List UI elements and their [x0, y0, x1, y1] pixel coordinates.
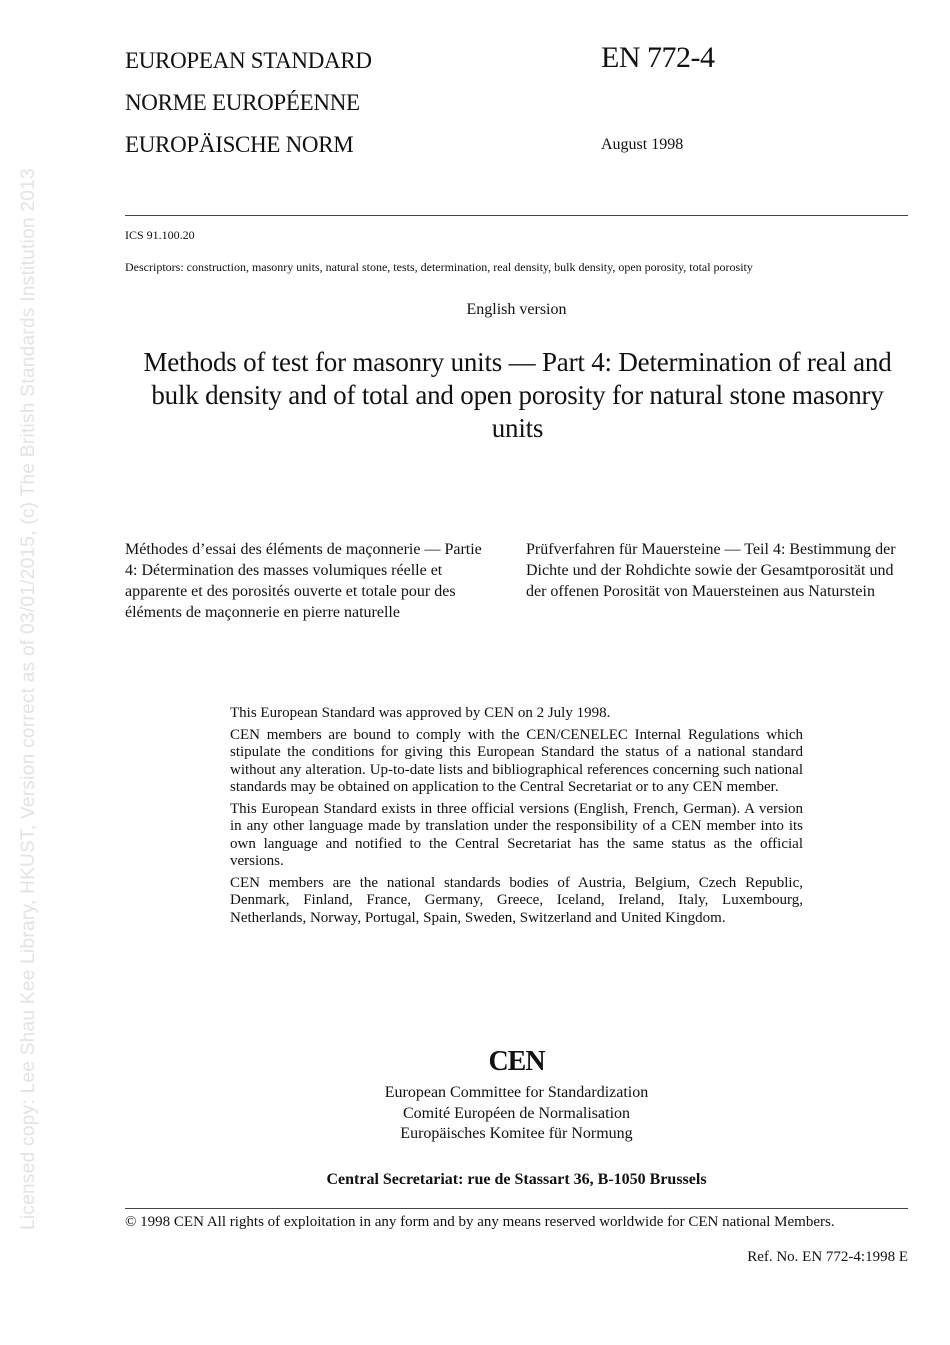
license-watermark: Licensed copy: Lee Shau Kee Library, HKUST, Version correct as of 03/01/2015, (c) The British Standards Institution 2013: [18, 168, 39, 1230]
language-version: English version: [466, 301, 567, 318]
document-title: Methods of test for masonry units — Part 4: Determination of real and bulk density and of total and open porosity for natural stone masonry units: [143, 347, 892, 443]
header-line-french: NORME EUROPÉENNE: [125, 90, 360, 115]
ics-code: ICS 91.100.20: [125, 228, 195, 242]
german-title: Prüfverfahren für Mauersteine — Teil 4: Bestimmung der Dichte und der Rohdichte sowie der Gesamtporosität und der offenen Porosität von Mauersteinen aus Naturstein: [526, 541, 896, 600]
central-secretariat: Central Secretariat: rue de Stassart 36, B-1050 Brussels: [326, 1171, 707, 1188]
compliance-paragraph: CEN members are bound to comply with the CEN/CENELEC Internal Regulations which stipulate the conditions for giving this European Standard the status of a national standard without any alteration. Up-to-date lists and bibliographical references concerning such national standards may be obtained on application to the Central Secretariat or to any CEN member.: [230, 726, 803, 795]
cen-name-german: Europäisches Komitee für Normung: [400, 1125, 633, 1142]
descriptors: Descriptors: construction, masonry units, natural stone, tests, determination, real density, bulk density, open porosity, total porosity: [125, 260, 753, 274]
cen-name-french: Comité Européen de Normalisation: [402, 1104, 631, 1122]
standard-number: EN 772-4: [601, 41, 715, 74]
cen-names: [125, 1083, 908, 1145]
reference-number: Ref. No. EN 772-4:1998 E: [747, 1249, 908, 1265]
header-line-english: EUROPEAN STANDARD: [125, 48, 372, 73]
members-paragraph: CEN members are the national standards bodies of Austria, Belgium, Czech Republic, Denmark, Finland, France, Germany, Greece, Iceland, Ireland, Italy, Luxembourg, Netherlands, Norway, Portugal, Spain, Sweden, Switzerland and United Kingdom.: [230, 874, 803, 926]
copyright-notice: © 1998 CEN All rights of exploitation in any form and by any means reserved worldwide for CEN national Members.: [125, 1214, 835, 1230]
approval-paragraph: This European Standard was approved by CEN on 2 July 1998.: [230, 705, 611, 721]
versions-paragraph: This European Standard exists in three official versions (English, French, German). A version in any other language made by translation under the responsibility of a CEN member into its own language and notified to the Central Secretariat has the same status as the official versions.: [230, 800, 803, 869]
header-rule: [125, 215, 908, 216]
publication-date: August 1998: [601, 136, 684, 153]
approval-notice: [230, 705, 803, 931]
cen-logo: CEN: [488, 1046, 545, 1077]
footer-rule: [125, 1208, 908, 1209]
header-line-german: EUROPÄISCHE NORM: [125, 132, 354, 157]
cen-name-english: European Committee for Standardization: [384, 1084, 649, 1101]
french-title: Méthodes d’essai des éléments de maçonnerie — Partie 4: Détermination des masses volumiques réelle et apparente et des porosités ouverte et totale pour des éléments de maçonnerie en pierre naturelle: [125, 541, 482, 621]
